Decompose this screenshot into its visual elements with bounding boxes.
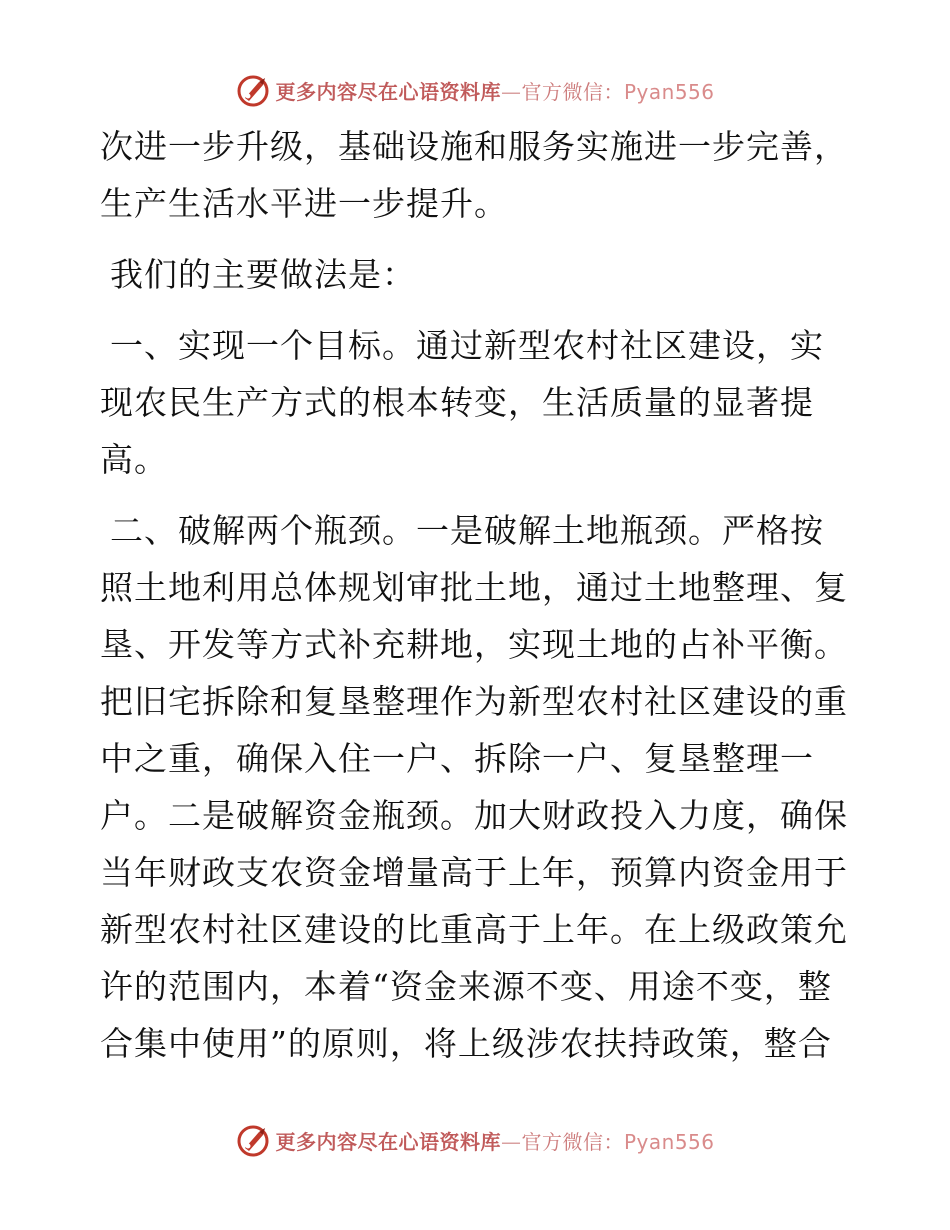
text-line: 新型农村社区建设的比重高于上年。在上级政策允 bbox=[100, 910, 848, 949]
paragraph-1 bbox=[100, 118, 860, 232]
banner-separator: — bbox=[500, 79, 522, 104]
banner-account: Pyan556 bbox=[623, 1129, 715, 1154]
document-body bbox=[100, 118, 860, 1086]
banner-site-name: 更多内容尽在心语资料库 bbox=[275, 1129, 501, 1154]
banner-label: 官方微信： bbox=[521, 1129, 624, 1154]
text-line: 高。 bbox=[100, 440, 168, 479]
text-line: 合集中使用”的原则，将上级涉农扶持政策，整合 bbox=[100, 1024, 832, 1063]
header-banner bbox=[0, 70, 950, 110]
footer-banner bbox=[0, 1120, 950, 1160]
banner-separator: — bbox=[500, 1129, 522, 1154]
footer-banner-inner bbox=[235, 1122, 714, 1158]
text-line: 生产生活水平进一步提升。 bbox=[100, 184, 508, 223]
text-line: 中之重，确保入住一户、拆除一户、复垦整理一 bbox=[100, 739, 814, 778]
text-line: 我们的主要做法是： bbox=[110, 255, 416, 294]
text-line: 当年财政支农资金增量高于上年，预算内资金用于 bbox=[100, 853, 848, 892]
text-line: 垦、开发等方式补充耕地，实现土地的占补平衡。 bbox=[100, 625, 848, 664]
text-line: 照土地利用总体规划审批土地，通过土地整理、复 bbox=[100, 568, 848, 607]
logo-icon bbox=[235, 1122, 271, 1158]
banner-account: Pyan556 bbox=[623, 79, 715, 104]
paragraph-3 bbox=[100, 317, 860, 488]
header-banner-text bbox=[275, 76, 714, 105]
logo-icon bbox=[235, 72, 271, 108]
text-line: 次进一步升级，基础设施和服务实施进一步完善， bbox=[100, 127, 848, 166]
text-line: 户。二是破解资金瓶颈。加大财政投入力度，确保 bbox=[100, 796, 848, 835]
banner-site-name: 更多内容尽在心语资料库 bbox=[275, 79, 501, 104]
header-banner-inner bbox=[235, 72, 714, 108]
text-line: 一、实现一个目标。通过新型农村社区建设，实 bbox=[110, 326, 824, 365]
paragraph-2 bbox=[100, 246, 860, 303]
paragraph-4 bbox=[100, 502, 860, 1072]
text-line: 现农民生产方式的根本转变，生活质量的显著提 bbox=[100, 383, 814, 422]
text-line: 把旧宅拆除和复垦整理作为新型农村社区建设的重 bbox=[100, 682, 848, 721]
text-line: 许的范围内，本着“资金来源不变、用途不变，整 bbox=[100, 967, 832, 1006]
banner-label: 官方微信： bbox=[521, 79, 624, 104]
text-line: 二、破解两个瓶颈。一是破解土地瓶颈。严格按 bbox=[110, 511, 824, 550]
footer-banner-text bbox=[275, 1126, 714, 1155]
